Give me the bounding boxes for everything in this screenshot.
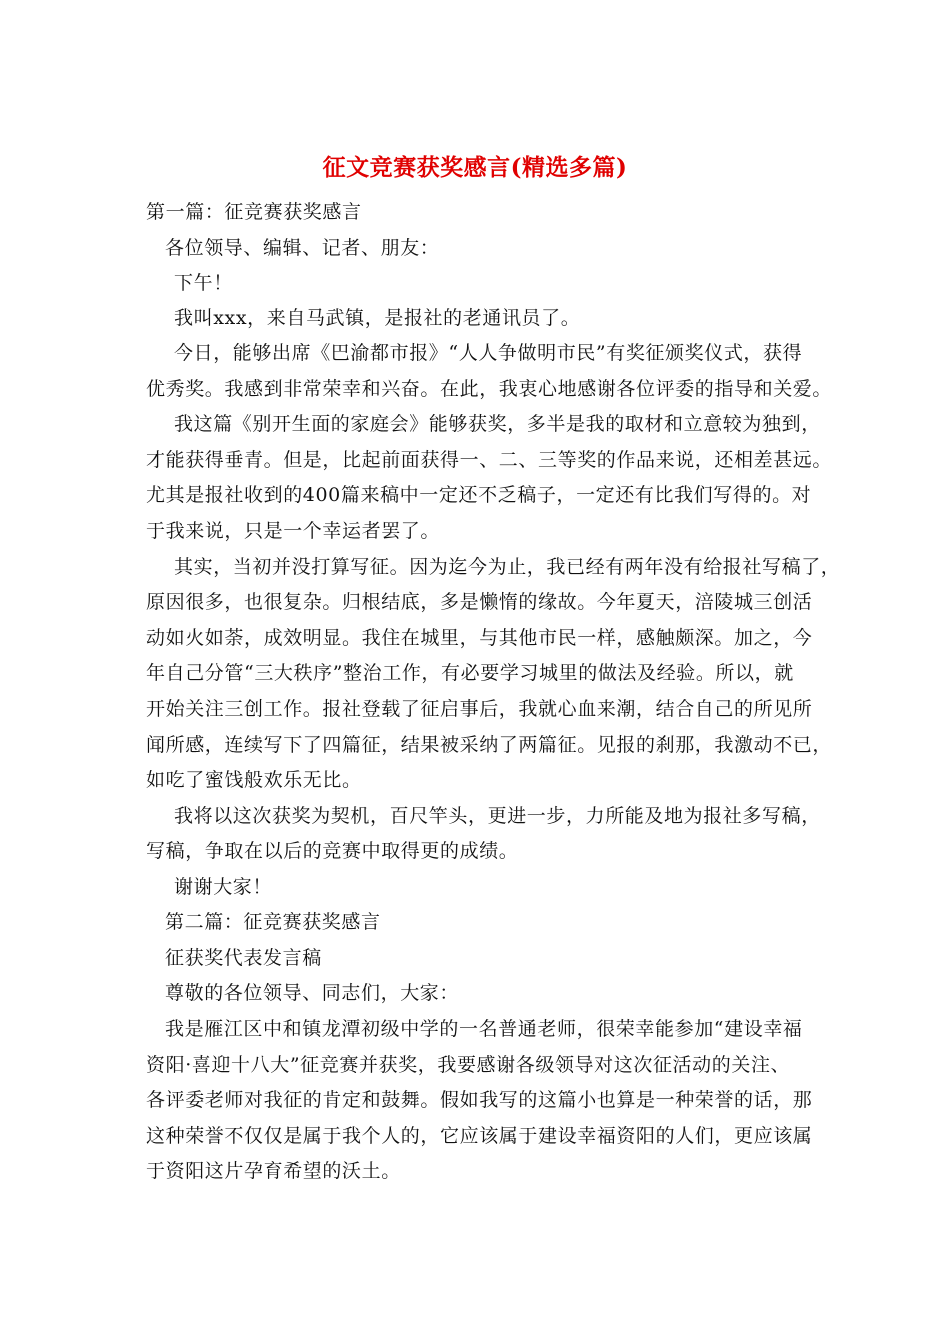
paragraph-line: 闻所感，连续写下了四篇征，结果被采纳了两篇征。见报的刹那，我激动不已， (146, 734, 833, 756)
salutation: 各位领导、编辑、记者、朋友： (165, 237, 440, 259)
paragraph-line: 才能获得垂青。但是，比起前面获得一、二、三等奖的作品来说，还相差甚远。 (146, 449, 833, 471)
paragraph-line: 原因很多，也很复杂。归根结底，多是懒惰的缘故。今年夏天，涪陵城三创活 (146, 591, 813, 613)
paragraph-line: 各评委老师对我征的肯定和鼓舞。假如我写的这篇小也算是一种荣誉的话，那 (146, 1089, 813, 1111)
section-heading: 第二篇：征竞赛获奖感言 (165, 911, 381, 933)
greeting: 下午！ (174, 272, 233, 294)
paragraph-line: 今日，能够出席《巴渝都市报》“人人争做明市民”有奖征颁奖仪式，获得 (174, 342, 803, 364)
paragraph-line: 我这篇《别开生面的家庭会》能够获奖，多半是我的取材和立意较为独到， (174, 413, 821, 435)
paragraph-line: 尤其是报社收到的400篇来稿中一定还不乏稿子，一定还有比我们写得的。对 (146, 484, 812, 506)
subheading: 征获奖代表发言稿 (165, 947, 322, 969)
paragraph-line: 动如火如荼，成效明显。我住在城里，与其他市民一样，感触颇深。加之，今 (146, 627, 813, 649)
closing-line: 谢谢大家！ (174, 876, 273, 898)
paragraph-line: 年自己分管“三大秩序”整治工作，有必要学习城里的做法及经验。所以，就 (146, 662, 794, 684)
paragraph-line: 于我来说，只是一个幸运者罢了。 (146, 520, 441, 542)
paragraph-line: 如吃了蜜饯般欢乐无比。 (146, 769, 362, 791)
paragraph-line: 这种荣誉不仅仅是属于我个人的，它应该属于建设幸福资阳的人们，更应该属 (146, 1125, 813, 1147)
salutation: 尊敬的各位领导、同志们，大家： (165, 982, 460, 1004)
paragraph-line: 于资阳这片孕育希望的沃土。 (146, 1160, 401, 1182)
paragraph-line: 写稿，争取在以后的竞赛中取得更的成绩。 (146, 840, 519, 862)
paragraph-line: 资阳·喜迎十八大”征竞赛并获奖，我要感谢各级领导对这次征活动的关注、 (146, 1054, 791, 1076)
document-title: 征文竞赛获奖感言(精选多篇) (322, 154, 628, 181)
paragraph-line: 开始关注三创工作。报社登载了征启事后，我就心血来潮，结合自己的所见所 (146, 698, 813, 720)
paragraph-line: 优秀奖。我感到非常荣幸和兴奋。在此，我衷心地感谢各位评委的指导和关爱。 (146, 378, 833, 400)
paragraph-line: 我叫xxx，来自马武镇，是报社的老通讯员了。 (174, 307, 581, 329)
paragraph-line: 其实，当初并没打算写征。因为迄今为止，我已经有两年没有给报社写稿了， (174, 556, 841, 578)
section-heading: 第一篇：征竞赛获奖感言 (146, 201, 362, 223)
paragraph-line: 我将以这次获奖为契机，百尺竿头，更进一步，力所能及地为报社多写稿， (174, 805, 821, 827)
paragraph-line: 我是雁江区中和镇龙潭初级中学的一名普通老师，很荣幸能参加“建设幸福 (165, 1018, 803, 1040)
